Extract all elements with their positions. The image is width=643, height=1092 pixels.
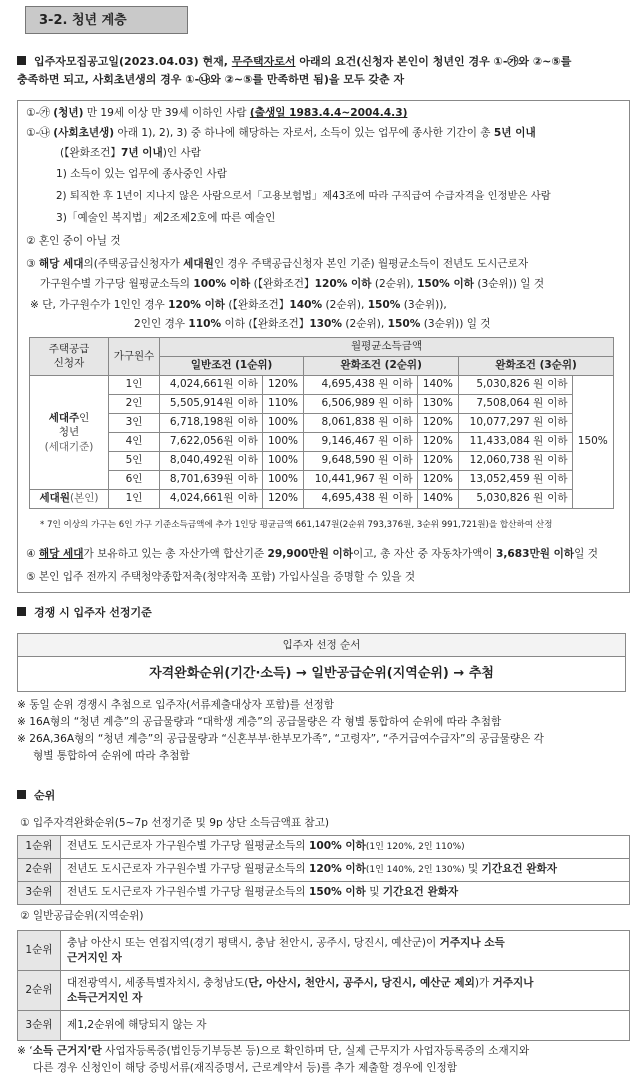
req-income-2: 가구원수별 가구당 월평균소득의 100% 이하 (【완화조건】120% 이하 (2순위), 150% 이하 (3순위)) 일 것 — [40, 278, 545, 290]
rank2-row: 3순위 제1,2순위에 해당되지 않는 자 — [18, 1011, 630, 1041]
bullet-square-icon — [17, 790, 26, 799]
rank-heading: 순위 — [17, 788, 55, 804]
income-row: 5인 8,040,492원 이하 100% 9,648,590 원 이하 120% 12,060,738 원 이하 — [30, 452, 614, 471]
competition-heading: 경쟁 시 입주자 선정기준 — [17, 605, 152, 621]
requirements-box — [17, 100, 630, 593]
rank1-row: 1순위 전년도 도시근로자 가구원수별 가구당 월평균소득의 100% 이하(1인 120%, 2인 110%) — [18, 836, 630, 859]
final-note: ※ ‘소득 근거지’란 사업자등록증(법인등기부등본 등)으로 확인하며 단, 실제 근무지가 사업자등록증의 소재지와 다른 경우 신청인이 해당 증빙서류(재직증명서, 근로계약서 등)를 추가 제출할 경우에 인정함 — [17, 1045, 530, 1074]
th-relax3: 완화조건 (3순위) — [459, 357, 614, 376]
req-savings: ⑤ 본인 입주 전까지 주택청약종합저축(청약저축 포함) 가입사실을 증명할 수 있을 것 — [26, 571, 416, 583]
rank1-table — [17, 835, 630, 905]
section-title: 3-2. 청년 계층 — [39, 13, 127, 28]
income-row: 3인 6,718,198원 이하 100% 8,061,838 원 이하 120% 10,077,297 원 이하 — [30, 414, 614, 433]
rank-sub1: ① 입주자격완화순위(5~7p 선정기준 및 9p 상단 소득금액표 참고) — [20, 817, 330, 829]
rank1-row: 3순위 전년도 도시근로자 가구원수별 가구당 월평균소득의 150% 이하 및 기간요건 완화자 — [18, 882, 630, 905]
selection-order-box — [17, 633, 626, 692]
req-newcomer: ①-㉯ (사회초년생) 아래 1), 2), 3) 중 하나에 해당하는 자로서, 소득이 있는 업무에 종사한 기간이 총 5년 이내 — [26, 127, 536, 139]
rank2-row: 1순위 충남 아산시 또는 연접지역(경기 평택시, 충남 천안시, 공주시, 당진시, 예산군)이 거주지나 소득 근거지인 자 — [18, 931, 630, 971]
rank2-table — [17, 930, 630, 1041]
bullet-square-icon — [17, 607, 26, 616]
rank1-row: 2순위 전년도 도시근로자 가구원수별 가구당 월평균소득의 120% 이하(1인 140%, 2인 130%) 및 기간요건 완화자 — [18, 859, 630, 882]
section-title-box — [25, 6, 188, 34]
req-income-1: ③ 해당 세대의(주택공급신청자가 세대원인 경우 주택공급신청자 본인 기준) 월평균소득이 전년도 도시근로자 — [26, 258, 529, 270]
income-row: 6인 8,701,639원 이하 100% 10,441,967 원 이하 120% 13,052,459 원 이하 — [30, 471, 614, 490]
selection-order-body: 자격완화순위(기간·소득) → 일반공급순위(지역순위) → 추첨 — [149, 666, 494, 681]
req-not-married: ② 혼인 중이 아닐 것 — [26, 235, 121, 247]
th-relax2: 완화조건 (2순위) — [304, 357, 459, 376]
income-row: 세대주인 청년 (세대기준) 1인 4,024,661원 이하 120% 4,695,438 원 이하 140% 5,030,826 원 이하 150% — [30, 376, 614, 395]
group-member: 세대원(본인) — [30, 490, 109, 509]
note-1: ※ 동일 순위 경쟁시 추첨으로 입주자(서류제출대상자 포함)를 선정함 — [17, 699, 335, 711]
income-footnote: * 7인 이상의 가구는 6인 가구 기준소득금액에 추가 1인당 평균금액 661,147원(2순위 793,376원, 3순위 991,721원)을 합산하여 산정 — [40, 520, 553, 530]
note-3: ※ 26A,36A형의 “청년 계층”의 공급물량과 “신혼부부·한부모가족”, “고령자”, “주거급여수급자”의 공급물량은 각 — [17, 732, 544, 745]
req-sub-3: 3)「예술인 복지법」제2조제2호에 따른 예술인 — [56, 212, 276, 224]
th-general: 일반조건 (1순위) — [160, 357, 304, 376]
notes — [17, 697, 632, 765]
req-sub-2: 2) 퇴직한 후 1년이 지나지 않은 사람으로서「고용보험법」제43조에 따라 구직급여 수급자격을 인정받은 사람 — [56, 190, 551, 202]
income-row: 4인 7,622,056원 이하 100% 9,146,467 원 이하 120% 11,433,084 원 이하 — [30, 433, 614, 452]
req-income-4: 2인인 경우 110% 이하 (【완화조건】130% (2순위), 150% (3순위)) 일 것 — [134, 318, 491, 330]
note-3-cont: 형별 통합하여 순위에 따라 추첨함 — [33, 749, 190, 762]
th-income: 월평균소득금액 — [160, 338, 614, 357]
req-youth: ①-㉮ (청년) 만 19세 이상 만 39세 이하인 사람 (출생일 1983.4.4~2004.4.3) — [26, 107, 408, 119]
income-table — [29, 337, 614, 509]
req-newcomer-relax: (【완화조건】7년 이내)인 사람 — [60, 147, 201, 159]
req-assets: ④ 해당 세대가 보유하고 있는 총 자산가액 합산기준 29,900만원 이하이고, 총 자산 중 자동차가액이 3,683만원 이하일 것 — [26, 548, 598, 560]
th-applicant: 주택공급 신청자 — [30, 338, 109, 376]
rank2-row: 2순위 대전광역시, 세종특별자치시, 충청남도(단, 아산시, 천안시, 공주시, 당진시, 예산군 제외)가 거주지나 소득근거지인 자 — [18, 971, 630, 1011]
income-row: 2인 5,505,914원 이하 110% 6,506,989 원 이하 130% 7,508,064 원 이하 — [30, 395, 614, 414]
req-income-3: ※ 단, 가구원수가 1인인 경우 120% 이하 (【완화조건】140% (2순위), 150% (3순위)), — [30, 299, 447, 311]
intro-text: 입주자모집공고일(2023.04.03) 현재, 무주택자로서 아래의 요건(신청자 본인이 청년인 경우 ①-㉮와 ②~⑤를 충족하면 되고, 사회초년생의 경우 ①-㉯와 ②~⑤를 만족하면 됨)을 모두 갖춘 자 — [17, 55, 572, 87]
bullet-square-icon — [17, 56, 26, 65]
relax3-percent: 150% — [572, 376, 613, 509]
th-members: 가구원수 — [109, 338, 160, 376]
group-householder: 세대주인 청년 (세대기준) — [30, 376, 109, 490]
req-sub-1: 1) 소득이 있는 업무에 종사중인 사람 — [56, 168, 227, 180]
income-row-own: 세대원(본인) 1인 4,024,661원 이하 120% 4,695,438 원 이하 140% 5,030,826 원 이하 — [30, 490, 614, 509]
note-2: ※ 16A형의 “청년 계층”의 공급물량과 “대학생 계층”의 공급물량은 각 형별 통합하여 순위에 따라 추첨함 — [17, 715, 502, 728]
rank-sub2: ② 일반공급순위(지역순위) — [20, 910, 144, 922]
selection-order-header: 입주자 선정 순서 — [18, 634, 625, 657]
